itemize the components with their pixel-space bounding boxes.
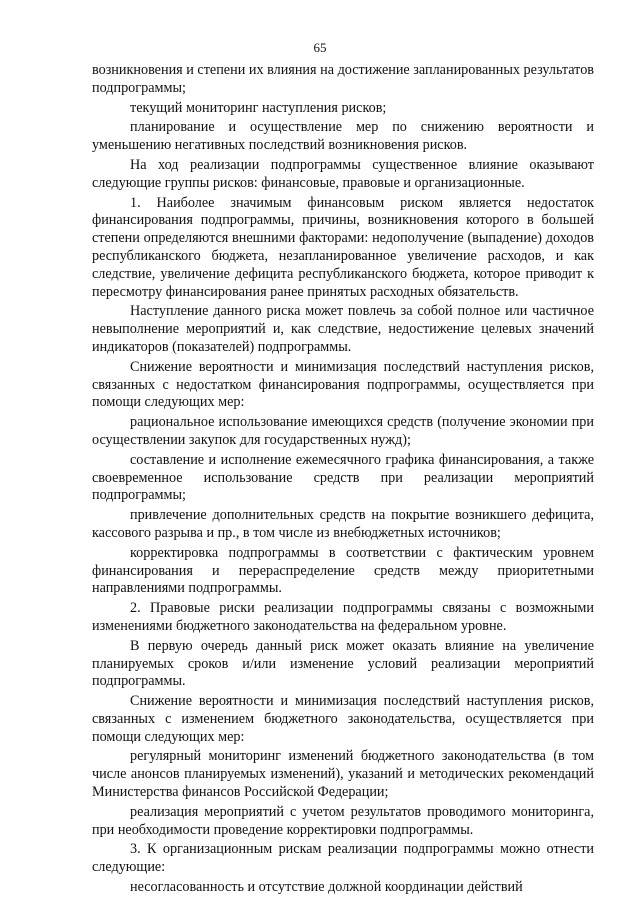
paragraph: 3. К организационным рискам реализации подпрограммы можно отнести следующие: xyxy=(92,841,594,876)
paragraph: составление и исполнение ежемесячного графика финансирования, а также своевременное использование средств при реализации мероприятий подпрограммы; xyxy=(92,451,594,504)
paragraph: регулярный мониторинг изменений бюджетного законодательства (в том числе анонсов планируемых изменений), указаний и методических рекомендаций Министерства финансов Российской Федерации; xyxy=(92,748,594,801)
paragraph: В первую очередь данный риск может оказать влияние на увеличение планируемых сроков и/или изменение условий реализации мероприятий подпрограммы. xyxy=(92,637,594,690)
paragraph: привлечение дополнительных средств на покрытие возникшего дефицита, кассового разрыва и пр., в том числе из внебюджетных источников; xyxy=(92,507,594,541)
paragraph: возникновения и степени их влияния на достижение запланированных результатов подпрограммы; xyxy=(92,62,594,96)
paragraph: планирование и осуществление мер по снижению вероятности и уменьшению негативных последствий возникновения рисков. xyxy=(92,119,594,154)
page-number: 65 xyxy=(313,40,327,55)
paragraph: несогласованность и отсутствие должной координации действий xyxy=(130,879,523,896)
paragraph: текущий мониторинг наступления рисков; xyxy=(130,99,387,116)
paragraph: Снижение вероятности и минимизация последствий наступления рисков, связанных с изменением бюджетного законодательства, осуществляется при помощи следующих мер: xyxy=(92,693,594,745)
paragraph: реализация мероприятий с учетом результатов проводимого мониторинга, при необходимости проведение корректировки подпрограммы. xyxy=(92,803,594,838)
paragraph: Наступление данного риска может повлечь за собой полное или частичное невыполнение мероприятий и, как следствие, недостижение целевых значений индикаторов (показателей) подпрограммы. xyxy=(92,303,594,355)
paragraph: корректировка подпрограммы в соответствии с фактическим уровнем финансирования и перераспределение средств между приоритетными направлениями подпрограммы. xyxy=(92,544,594,597)
paragraph: рациональное использование имеющихся средств (получение экономии при осуществлении закупок для государственных нужд); xyxy=(92,414,594,448)
paragraph: Снижение вероятности и минимизация последствий наступления рисков, связанных с недостатком финансирования подпрограммы, осуществляется при помощи следующих мер: xyxy=(92,358,594,411)
paragraph: 2. Правовые риски реализации подпрограммы связаны с возможными изменениями бюджетного законодательства на федеральном уровне. xyxy=(92,600,594,634)
paragraph: 1. Наиболее значимым финансовым риском является недостаток финансирования подпрограммы, причины, возникновения которого в большей степени определяются внешними факторами: недополучение (выпадение) доходов республиканского бюджета, незапланированное увеличение расходов, и как следствие, увеличение дефицита республиканского бюджета, которое приводит к пересмотру финансирования ранее принятых расходных обязательств. xyxy=(92,194,594,300)
paragraph: На ход реализации подпрограммы существенное влияние оказывают следующие группы рисков: финансовые, правовые и организационные. xyxy=(92,156,594,191)
document-body xyxy=(92,62,594,899)
